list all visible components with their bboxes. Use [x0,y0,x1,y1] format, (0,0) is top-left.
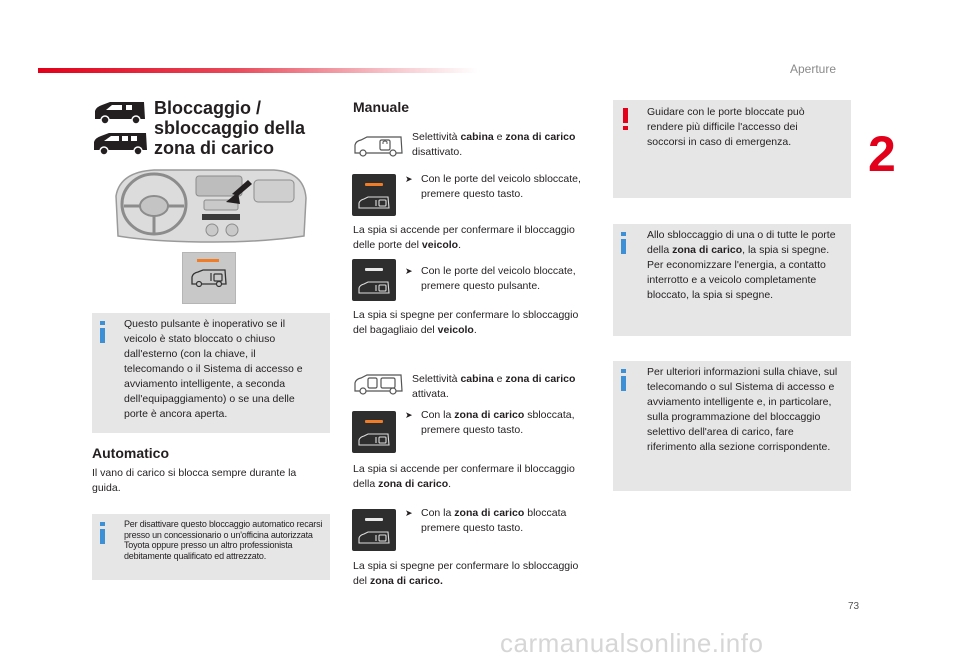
van-icon [92,99,148,125]
info-text: Allo sbloccaggio di una o di tutte le porte della zona di carico, la spia si spegne. Per economizzare l'energia, a contatto interrotto e a veicolo completamente bloccato, la spia si spegne. [647,229,836,301]
step-2: ➤ Con le porte del veicolo bloccate, premere questo pulsante. [405,265,576,292]
selectivity-on-text: Selettività cabina e zona di carico attivata. [412,373,576,400]
cargo-lock-button[interactable] [352,411,396,453]
paragraph-3: La spia si accende per confermare il bloccaggio della zona di carico. [353,463,575,490]
van-lock-icon [189,267,229,289]
warning-text: Guidare con le porte bloccate può rendere più difficile l'accesso dei soccorsi in caso di emergenza. [647,106,805,148]
section-title: Aperture [790,62,837,76]
info-box-more [613,361,851,491]
info-box-led [613,224,851,336]
info-text: Per ulteriori informazioni sulla chiave, sul telecomando o sul Sistema di accesso e avviamento intelligente e, in particolare, sulla programmazione del bloccaggio selettivo dell'area di carico, fare riferimento alla sezione corrispondente. [647,366,838,453]
indicator-led-on [365,420,383,423]
indicator-led-off [365,268,383,271]
automatico-text: Il vano di carico si blocca sempre durante la guida. [92,467,297,494]
selectivity-off-text: Selettività cabina e zona di carico disattivato. [412,131,576,158]
header-accent-bar [38,68,478,73]
chapter-number: 2 [868,126,896,182]
van-lock-icon [357,531,391,547]
bullet-arrow-icon: ➤ [405,410,413,420]
page-number: 73 [848,601,860,612]
automatico-heading: Automatico [92,445,169,461]
warning-box [613,100,851,198]
cargo-lock-button[interactable] [352,509,396,551]
indicator-led-off [365,518,383,521]
manuale-heading: Manuale [353,99,410,115]
step-4: ➤ Con la zona di carico bloccata premere questo tasto. [405,507,567,534]
bullet-arrow-icon: ➤ [405,174,413,184]
selectivity-on-icon [353,373,405,395]
info-text: Questo pulsante è inoperativo se il veicolo è stato bloccato o chiuso dall'esterno (con la chiave, il telecomando o il Sistema di accesso e avviamento intelligente, a seconda dell'equipaggiamento) o se una delle porte è ancora aperta. [124,318,303,420]
bullet-arrow-icon: ➤ [405,266,413,276]
page-title: Bloccaggio / sbloccaggio della zona di carico [154,98,306,158]
indicator-led-on [365,183,383,186]
dashboard-illustration [114,166,308,246]
van-long-icon [92,130,148,156]
indicator-led [197,259,219,262]
cargo-lock-button[interactable] [352,259,396,301]
van-lock-icon [357,196,391,212]
step-1: ➤ Con le porte del veicolo sbloccate, premere questo tasto. [405,173,581,200]
van-lock-icon [357,281,391,297]
info-box-inoperative [92,313,330,433]
info-box-deactivate [92,514,330,580]
step-3: ➤ Con la zona di carico sbloccata, premere questo tasto. [405,409,575,436]
paragraph-4: La spia si spegne per confermare lo sbloccaggio del zona di carico. [353,560,579,587]
van-lock-icon [357,433,391,449]
cargo-lock-button-illustration [182,252,236,304]
paragraph-2: La spia si spegne per confermare lo sbloccaggio del bagagliaio del veicolo. [353,309,579,336]
info-text: Per disattivare questo bloccaggio automatico recarsi presso un concessionario o un'officina autorizzata Toyota oppure presso un altro professionista debitamente qualificato ed attrezzato. [124,519,323,561]
cargo-lock-button[interactable] [352,174,396,216]
bullet-arrow-icon: ➤ [405,508,413,518]
paragraph-1: La spia si accende per confermare il bloccaggio delle porte del veicolo. [353,224,575,251]
selectivity-off-icon [353,135,405,157]
watermark: carmanualsonline.info [500,628,764,658]
